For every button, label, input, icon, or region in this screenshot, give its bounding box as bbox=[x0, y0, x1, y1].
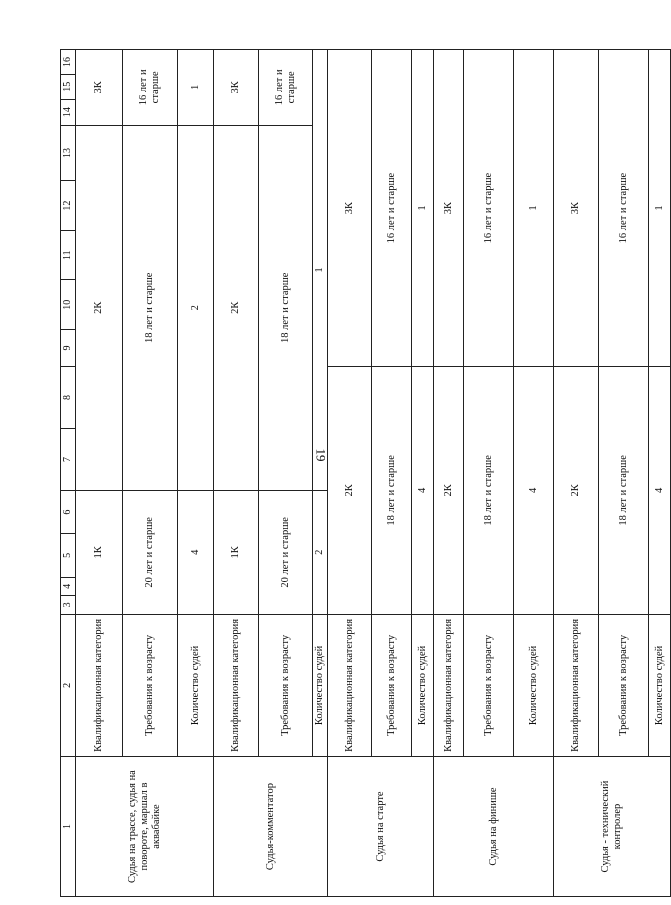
row-label: Количество судей bbox=[514, 614, 554, 756]
section-name: Судья на трассе, судья на повороте, маршал в аквабайке bbox=[76, 757, 214, 897]
row-label: Квалификационная категория bbox=[76, 614, 123, 756]
cell-value: 2К bbox=[554, 367, 599, 615]
header-cell: 1 bbox=[61, 757, 76, 897]
cell-value: 16 лет и старше bbox=[599, 50, 649, 367]
header-cell: 6 bbox=[61, 490, 76, 533]
header-cell: 8 bbox=[61, 367, 76, 429]
table-row bbox=[214, 50, 259, 897]
row-label: Количество судей bbox=[412, 614, 434, 756]
row-label: Количество судей bbox=[178, 614, 214, 756]
cell-value: 2 bbox=[178, 125, 214, 490]
page-number: 19 bbox=[313, 448, 328, 462]
cell-value: 3К bbox=[214, 50, 259, 126]
cell-value: 16 лет и старше bbox=[123, 50, 178, 126]
table-row bbox=[554, 50, 599, 897]
rotated-table-container bbox=[60, 47, 665, 897]
section-name: Судья на финише bbox=[434, 757, 554, 897]
header-cell: 12 bbox=[61, 181, 76, 231]
header-cell: 2 bbox=[61, 614, 76, 756]
cell-value: 20 лет и старше bbox=[123, 490, 178, 614]
table-row bbox=[434, 50, 464, 897]
section-name: Судья на старте bbox=[328, 757, 434, 897]
row-label: Требования к возрасту bbox=[464, 614, 514, 756]
cell-value: 4 bbox=[412, 367, 434, 615]
header-cell: 11 bbox=[61, 230, 76, 280]
cell-value: 4 bbox=[178, 490, 214, 614]
cell-value: 4 bbox=[514, 367, 554, 615]
cell-value: 3К bbox=[76, 50, 123, 126]
cell-value: 4 bbox=[649, 367, 671, 615]
cell-value: 18 лет и старше bbox=[599, 367, 649, 615]
cell-value: 2К bbox=[434, 367, 464, 615]
table-row bbox=[328, 50, 372, 897]
cell-value: 1 bbox=[649, 50, 671, 367]
cell-value: 2К bbox=[328, 367, 372, 615]
row-label: Требования к возрасту bbox=[259, 614, 313, 756]
cell-value: 3К bbox=[328, 50, 372, 367]
cell-value: 3К bbox=[554, 50, 599, 367]
cell-value: 2К bbox=[214, 125, 259, 490]
cell-value: 18 лет и старше bbox=[464, 367, 514, 615]
row-label: Количество судей bbox=[649, 614, 671, 756]
cell-value: 2 bbox=[313, 490, 328, 614]
header-cell: 16 bbox=[61, 50, 76, 75]
row-label: Количество судей bbox=[313, 614, 328, 756]
header-cell: 7 bbox=[61, 429, 76, 491]
header-cell: 5 bbox=[61, 534, 76, 577]
row-label: Квалификационная категория bbox=[328, 614, 372, 756]
cell-value: 16 лет и старше bbox=[372, 50, 412, 367]
cell-value: 20 лет и старше bbox=[259, 490, 313, 614]
header-row bbox=[61, 50, 76, 897]
cell-value: 1 bbox=[514, 50, 554, 367]
cell-value: 18 лет и старше bbox=[123, 125, 178, 490]
row-label: Требования к возрасту bbox=[599, 614, 649, 756]
row-label: Требования к возрасту bbox=[123, 614, 178, 756]
cell-value: 1 bbox=[412, 50, 434, 367]
row-label: Требования к возрасту bbox=[372, 614, 412, 756]
header-cell: 3 bbox=[61, 596, 76, 615]
cell-value: 3К bbox=[434, 50, 464, 367]
header-cell: 4 bbox=[61, 577, 76, 596]
table-row bbox=[76, 50, 123, 897]
cell-value: 1К bbox=[76, 490, 123, 614]
header-cell: 14 bbox=[61, 99, 76, 125]
row-label: Квалификационная категория bbox=[434, 614, 464, 756]
row-label: Квалификационная категория bbox=[214, 614, 259, 756]
header-cell: 10 bbox=[61, 280, 76, 330]
cell-value: 1 bbox=[178, 50, 214, 126]
cell-value: 18 лет и старше bbox=[372, 367, 412, 615]
cell-value: 2К bbox=[76, 125, 123, 490]
judges-requirements-table bbox=[60, 49, 671, 897]
cell-value: 1 bbox=[313, 50, 328, 491]
cell-value: 18 лет и старше bbox=[259, 125, 313, 490]
section-name: Судья - технический контролер bbox=[554, 757, 671, 897]
section-name: Судья-комментатор bbox=[214, 757, 328, 897]
row-label: Квалификационная категория bbox=[554, 614, 599, 756]
cell-value: 1К bbox=[214, 490, 259, 614]
header-cell: 9 bbox=[61, 329, 76, 366]
header-cell: 13 bbox=[61, 125, 76, 181]
header-cell: 15 bbox=[61, 74, 76, 99]
cell-value: 16 лет и старше bbox=[464, 50, 514, 367]
cell-value: 16 лет и старше bbox=[259, 50, 313, 126]
